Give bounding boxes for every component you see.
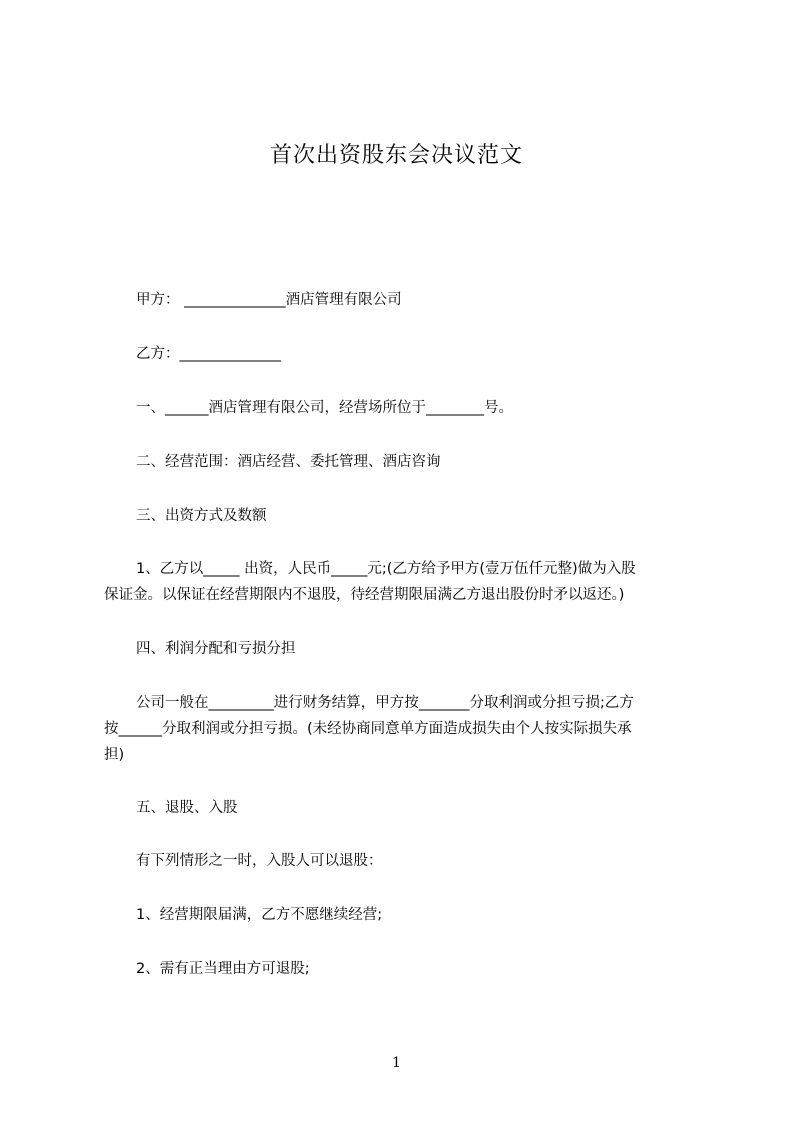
clause-5-item-2: 2、需有正当理由方可退股; <box>136 961 310 977</box>
clause-3-heading: 三、出资方式及数额 <box>136 508 267 524</box>
clause-3-item-1-line-1: 1、乙方以_____ 出资，人民币_____元;(乙方给予甲方(壹万伍仟元整)做为入股 <box>136 561 636 577</box>
clause-4-paragraph-line-3: 担) <box>104 747 125 763</box>
clause-5-intro: 有下列情形之一时，入股人可以退股： <box>136 853 383 869</box>
clause-4-paragraph-line-2: 按______分取利润或分担亏损。(未经协商同意单方面造成损失由个人按实际损失承 <box>104 721 632 737</box>
clause-3-item-1-line-2: 保证金。以保证在经营期限内不退股，待经营期限届满乙方退出股份时矛以返还。) <box>104 587 625 603</box>
clause-4-paragraph-line-1: 公司一般在_________进行财务结算，甲方按_______分取利润或分担亏损;乙方 <box>136 695 634 711</box>
clause-4-heading: 四、利润分配和亏损分担 <box>136 641 296 657</box>
clause-5-heading: 五、退股、入股 <box>136 800 238 816</box>
party-a-line: 甲方： ______________酒店管理有限公司 <box>136 292 402 308</box>
page-number: 1 <box>392 1055 401 1071</box>
party-b-line: 乙方：______________ <box>136 346 281 362</box>
clause-5-item-1: 1、经营期限届满，乙方不愿继续经营; <box>136 907 383 923</box>
document-title: 首次出资股东会决议范文 <box>269 143 523 168</box>
clause-2: 二、经营范围：酒店经营、委托管理、酒店咨询 <box>136 454 441 470</box>
clause-1: 一、______酒店管理有限公司，经营场所位于________号。 <box>136 400 513 416</box>
